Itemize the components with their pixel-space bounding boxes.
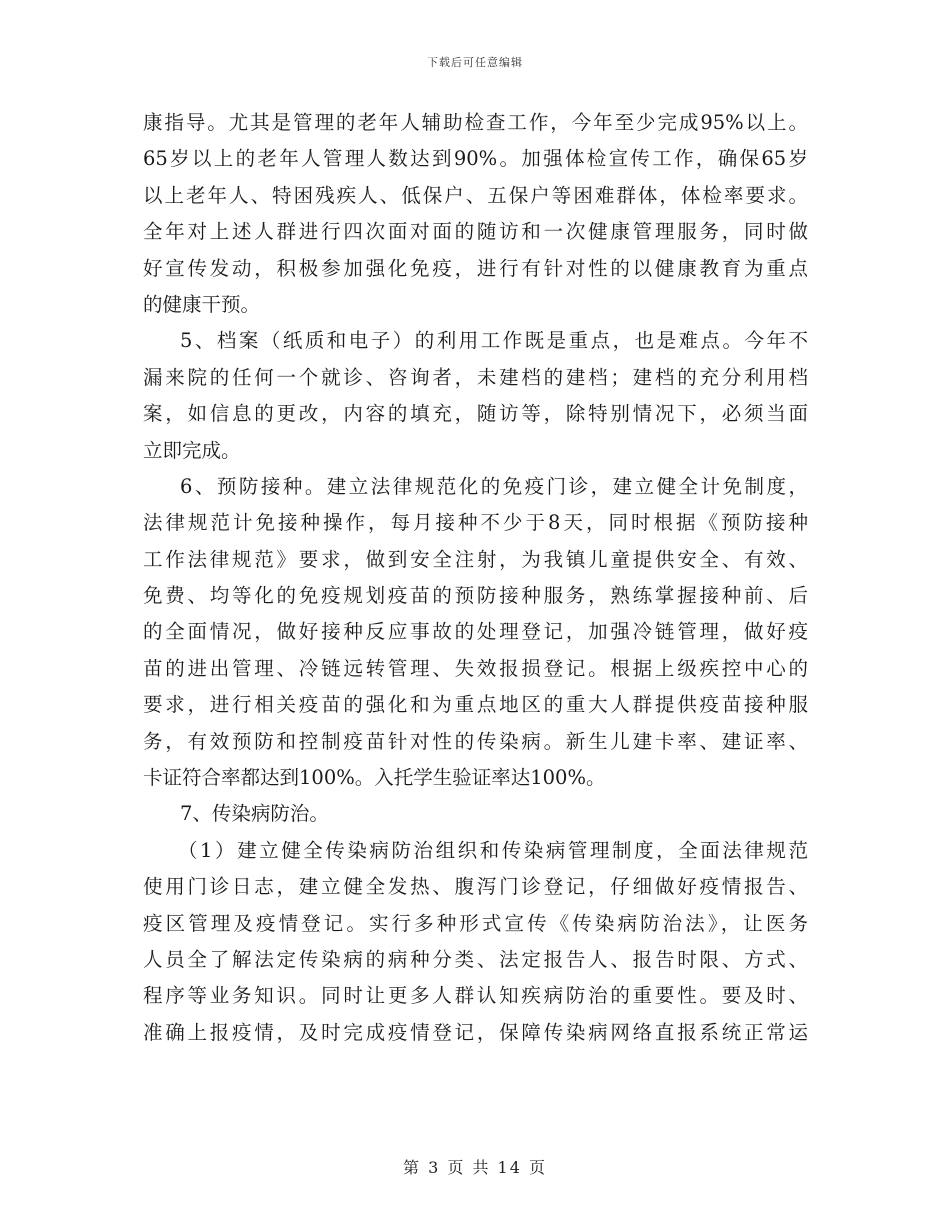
- text-line: 好宣传发动，积极参加强化免疫，进行有针对性的以健康教育为重点: [143, 256, 808, 280]
- document-body: [143, 105, 808, 1051]
- paragraph-first-line: （1）建立健全传染病防治组织和传染病管理制度，全面法律规范: [178, 838, 808, 862]
- text-line: 免费、均等化的免疫规划疫苗的预防接种服务，熟练掌握接种前、后: [143, 584, 808, 608]
- text-line: 案，如信息的更改，内容的填充，随访等，除特别情况下，必须当面: [143, 402, 808, 426]
- text-line: 使用门诊日志，建立健全发热、腹泻门诊登记，仔细做好疫情报告、: [143, 875, 808, 899]
- paragraph-first-line: 6、预防接种。建立法律规范化的免疫门诊，建立健全计免制度，: [180, 474, 808, 498]
- text-line: 务，有效预防和控制疫苗针对性的传染病。新生儿建卡率、建证率、: [143, 729, 808, 753]
- text-line: 人员全了解法定传染病的病种分类、法定报告人、报告时限、方式、: [143, 947, 808, 971]
- text-line: 65岁以上的老年人管理人数达到90%。加强体检宣传工作，确保65岁: [143, 147, 808, 171]
- text-line: 以上老年人、特困残疾人、低保户、五保户等困难群体，体检率要求。: [143, 183, 808, 207]
- text-line: 卡证符合率都达到100%。入托学生验证率达100%。: [143, 766, 606, 790]
- text-line: 的健康干预。: [143, 292, 261, 316]
- text-line: 全年对上述人群进行四次面对面的随访和一次健康管理服务，同时做: [143, 220, 808, 244]
- text-line: 苗的进出管理、冷链远转管理、失效报损登记。根据上级疾控中心的: [143, 656, 808, 680]
- section-heading: 7、传染病防治。: [180, 802, 329, 826]
- text-line: 要求，进行相关疫苗的强化和为重点地区的重大人群提供疫苗接种服: [143, 693, 808, 717]
- text-line: 的全面情况，做好接种反应事故的处理登记，加强冷链管理，做好疫: [143, 620, 808, 644]
- text-line: 立即完成。: [143, 438, 241, 462]
- text-line: 漏来院的任何一个就诊、咨询者，未建档的建档；建档的充分利用档: [143, 365, 808, 389]
- paragraph-first-line: 5、档案（纸质和电子）的利用工作既是重点，也是难点。今年不: [180, 329, 808, 353]
- page-footer: 第 3 页 共 14 页: [403, 1158, 547, 1177]
- page-header: 下载后可任意编辑: [427, 56, 523, 69]
- text-line: 法律规范计免接种操作，每月接种不少于8天，同时根据《预防接种: [143, 511, 808, 535]
- text-line: 康指导。尤其是管理的老年人辅助检查工作，今年至少完成95%以上。: [143, 111, 808, 134]
- text-line: 程序等业务知识。同时让更多人群认知疾病防治的重要性。要及时、: [143, 984, 808, 1008]
- text-line: 工作法律规范》要求，做到安全注射，为我镇儿童提供安全、有效、: [143, 547, 808, 571]
- text-line: 疫区管理及疫情登记。实行多种形式宣传《传染病防治法》，让医务: [143, 911, 808, 935]
- text-line: 准确上报疫情，及时完成疫情登记，保障传染病网络直报系统正常运: [143, 1020, 808, 1044]
